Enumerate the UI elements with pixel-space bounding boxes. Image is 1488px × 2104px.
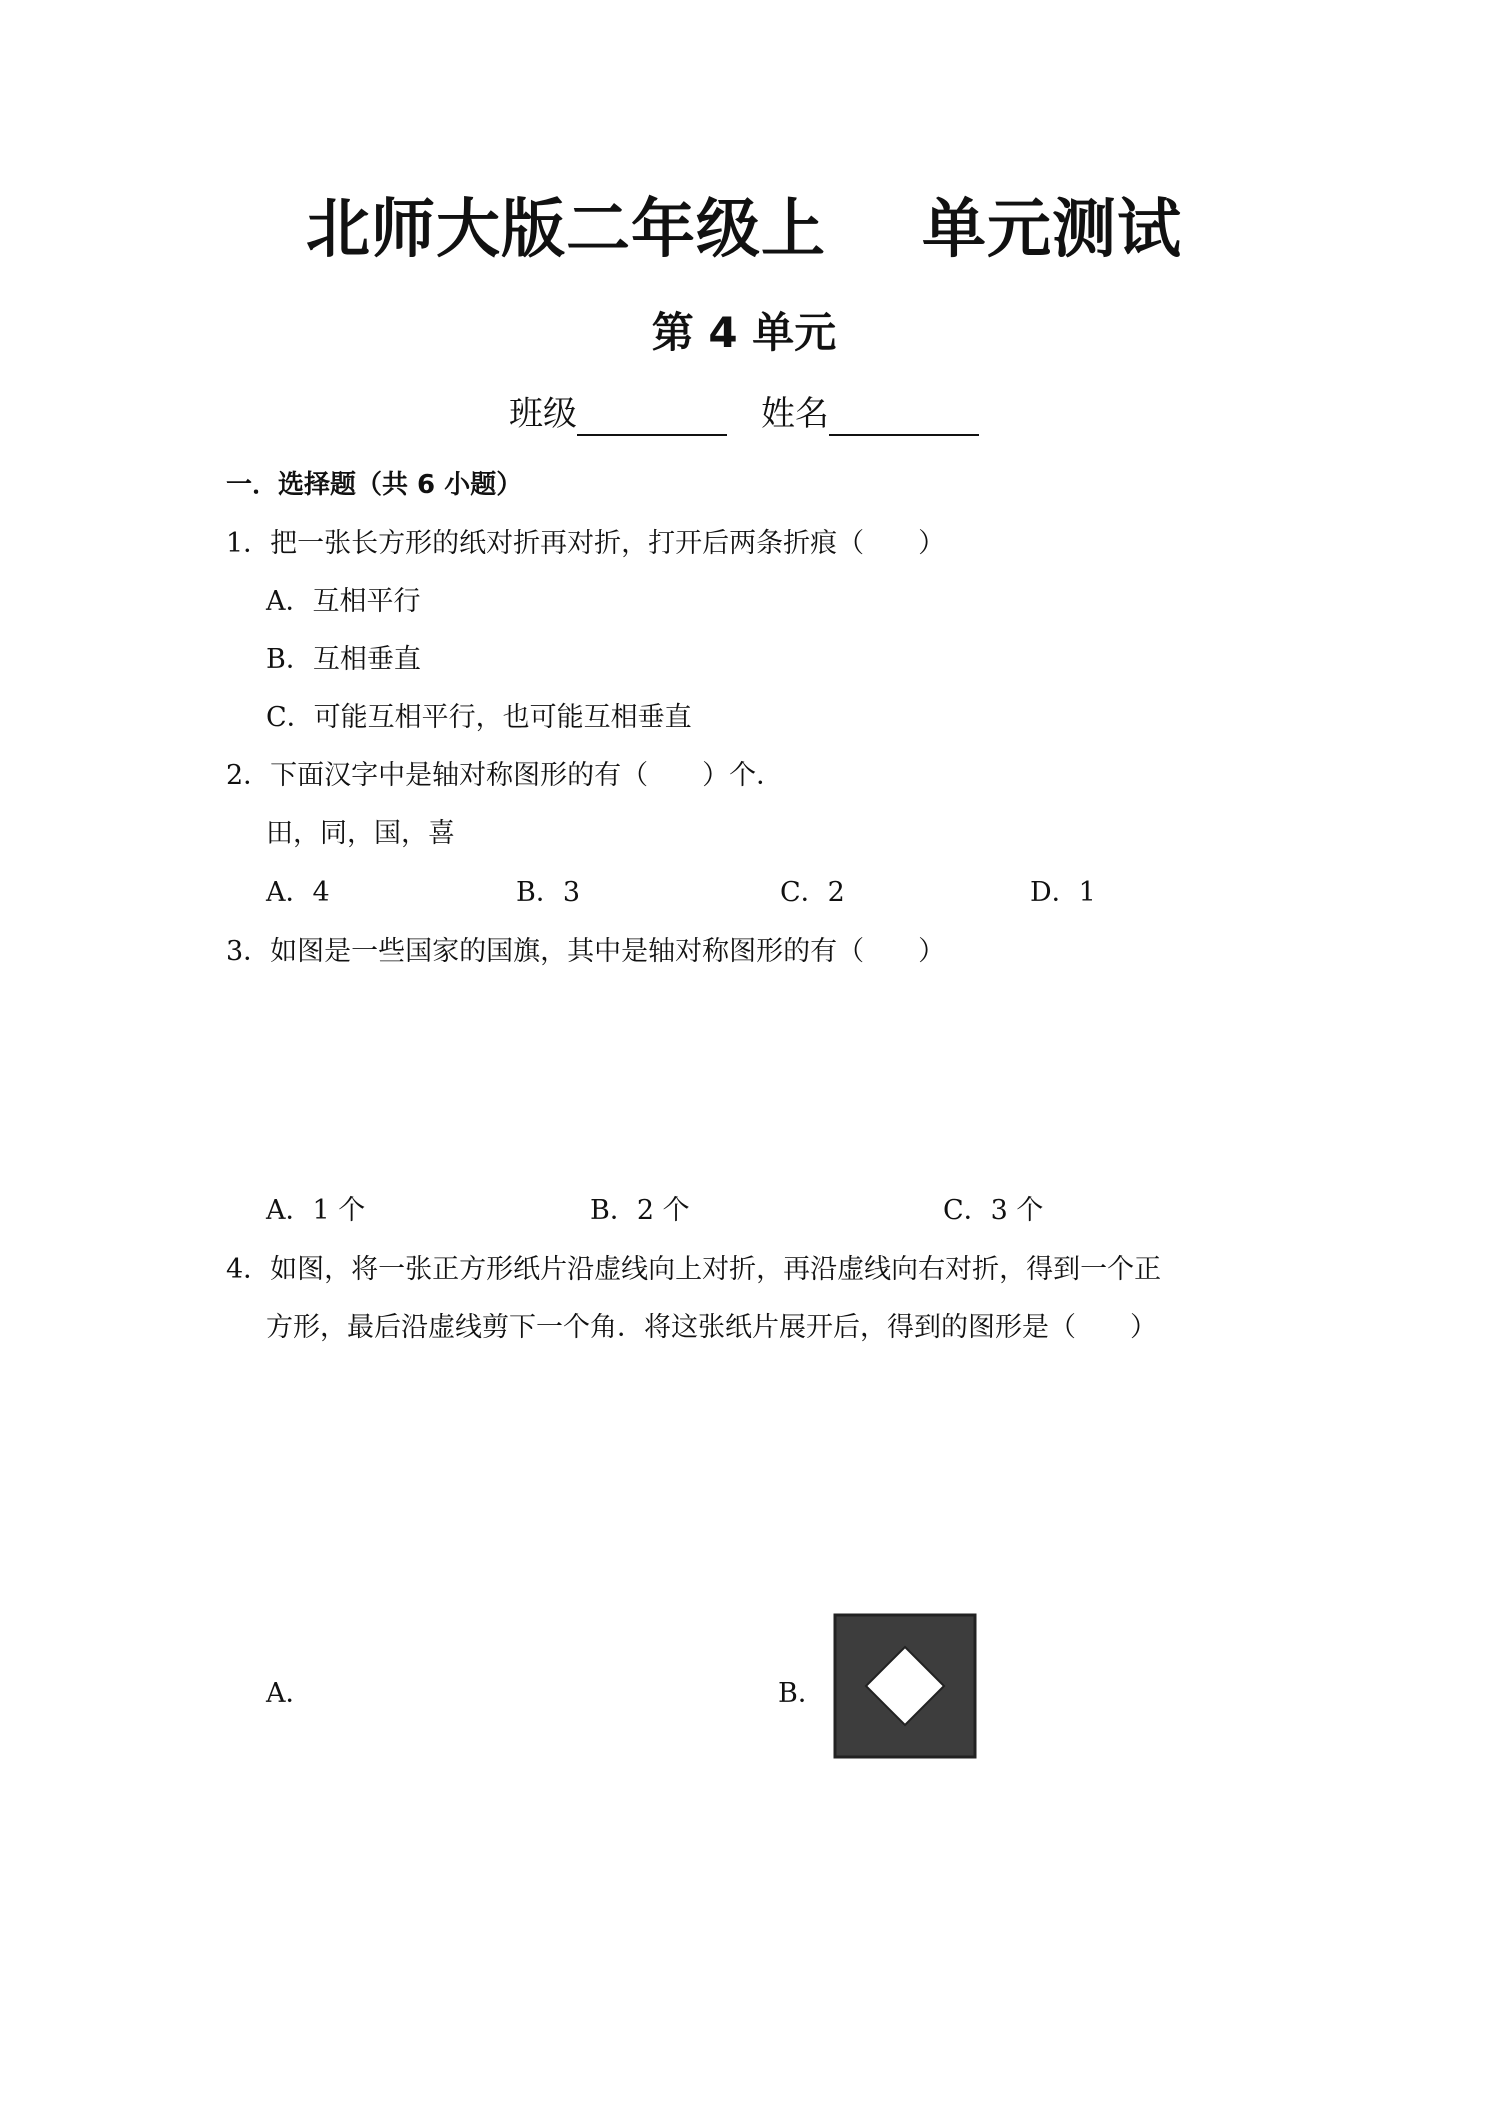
question-2-option-a: A．4 (266, 877, 330, 908)
page-title-left: 北师大版二年级上 (306, 193, 826, 267)
question-4-stem-continued: 方形，最后沿虚线剪下一个角．将这张纸片展开后，得到的图形是（ ） (266, 1312, 1157, 1343)
question-3-option-b: B．2 个 (590, 1195, 690, 1226)
name-label: 姓名 (761, 394, 829, 434)
name-blank[interactable] (829, 400, 979, 436)
question-4-stem: 4．如图，将一张正方形纸片沿虚线向上对折，再沿虚线向右对折，得到一个正 (226, 1254, 1162, 1285)
class-blank[interactable] (577, 400, 727, 436)
question-2-stem: 2．下面汉字中是轴对称图形的有（ ）个． (226, 760, 784, 791)
section-heading: 一．选择题（共 6 小题） (226, 470, 523, 500)
option-b-figure (833, 1613, 977, 1759)
question-1-stem: 1．把一张长方形的纸对折再对折，打开后两条折痕（ ） (226, 528, 946, 559)
question-4-option-b: B． (778, 1678, 825, 1709)
question-2-characters: 田，同，国，喜 (266, 818, 455, 849)
question-1-option-c: C．可能互相平行，也可能互相垂直 (266, 702, 692, 733)
student-info-line (0, 392, 1488, 436)
question-1-option-a: A．互相平行 (266, 586, 421, 617)
question-2-option-b: B．3 (516, 877, 581, 908)
question-3-option-a: A．1 个 (266, 1195, 366, 1226)
class-label: 班级 (509, 394, 577, 434)
question-3-stem: 3．如图是一些国家的国旗，其中是轴对称图形的有（ ） (226, 936, 946, 967)
question-1-option-b: B．互相垂直 (266, 644, 421, 675)
question-2-option-d: D．1 (1030, 877, 1096, 908)
question-3-option-c: C．3 个 (943, 1195, 1044, 1226)
unit-title: 第 4 单元 (651, 308, 837, 357)
page-title (0, 193, 1488, 267)
question-4-option-a: A． (266, 1678, 313, 1709)
question-2-option-c: C．2 (780, 877, 845, 908)
page-title-right: 单元测试 (922, 193, 1182, 267)
